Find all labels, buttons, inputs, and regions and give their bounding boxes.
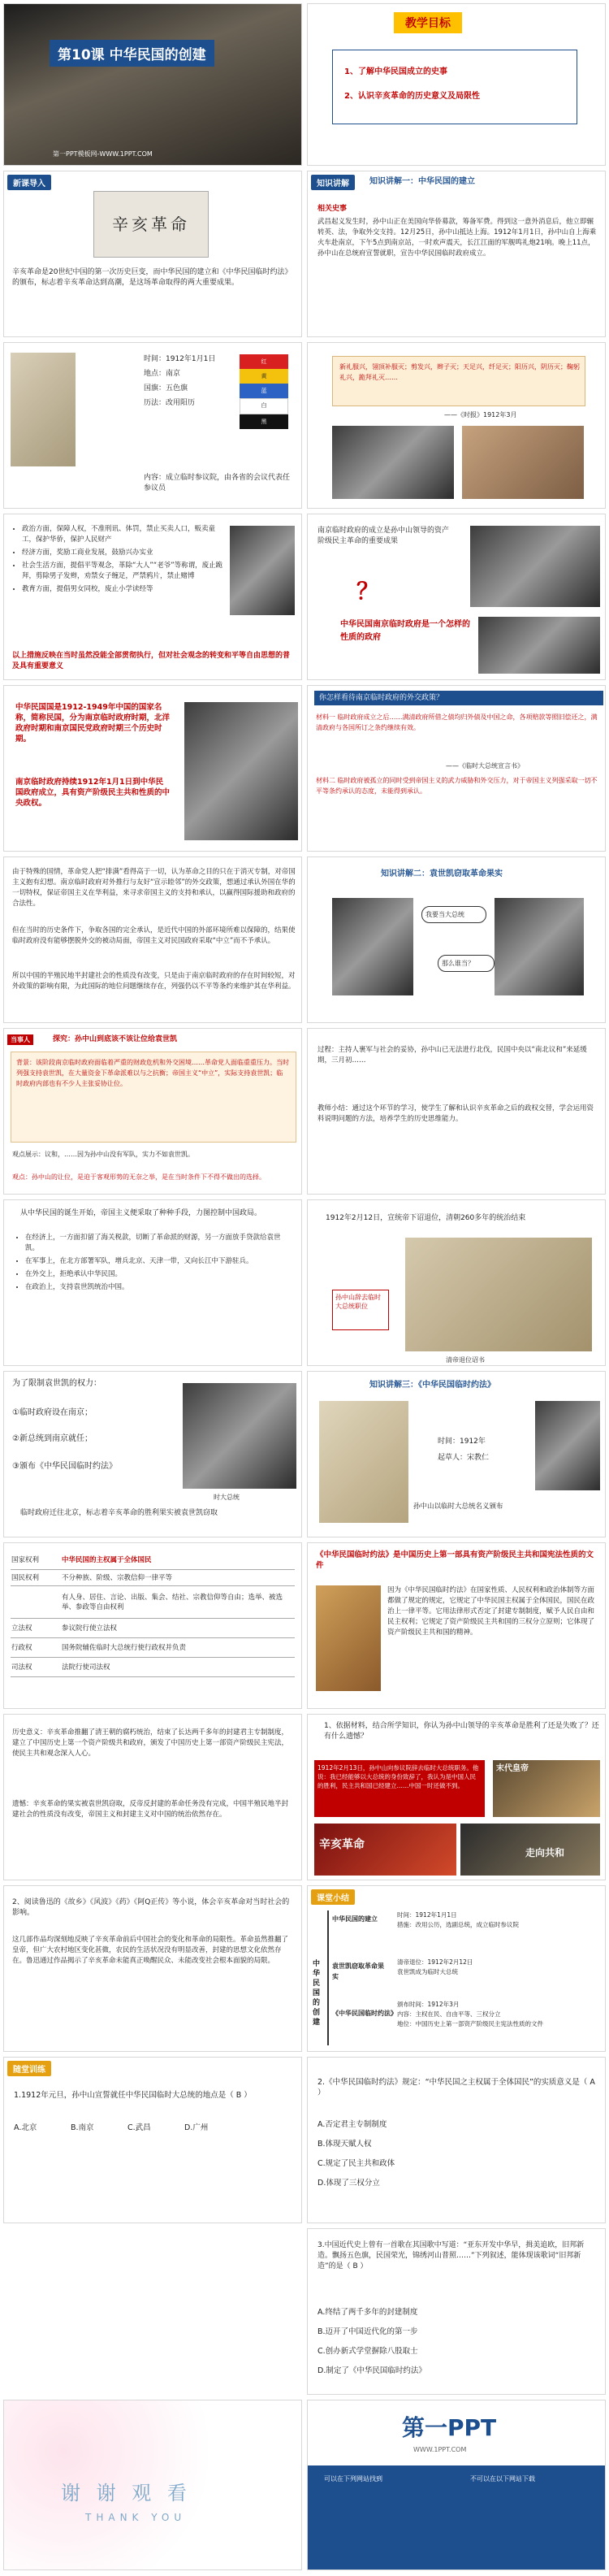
constitution-nature-slide — [307, 1542, 606, 1709]
material-source: ——《临时大总统宣言书》 — [446, 762, 524, 770]
table-key: 国民权利 — [11, 1569, 61, 1585]
table-key: 国家权利 — [11, 1550, 61, 1569]
quiz-slide-1 — [3, 2057, 302, 2223]
knowledge-slide-1 — [307, 171, 606, 337]
president-photo — [183, 1383, 296, 1489]
poster-title-1: 辛亥革命 — [319, 1838, 365, 1851]
historic-photo — [184, 702, 298, 840]
flag-stripe-black: 黑 — [240, 414, 288, 429]
table-row — [11, 1618, 295, 1637]
abdication-text: 1912年2月12日，宣统帝下诏退位，清朝260多年的统治结束 — [326, 1214, 526, 1222]
branch-2: 袁世凯窃取革命果实 — [332, 1962, 384, 1980]
measure-economy: • 经济方面，奖励工商业发展，鼓励兴办实业 — [22, 548, 223, 558]
diplomacy-slide — [307, 685, 606, 852]
quiz-option-c[interactable]: C.规定了民主共和政体 — [317, 2159, 395, 2168]
brand-right-label: 不可以在以下网站下载 — [470, 2475, 535, 2483]
inquiry-text: 背景：该阶段南京临时政府面临着严重的财政危机和外交困境……革命党人面临重重压力。当时列强支持袁世凯，在大量资金下革命派难以与之抗衡；帝国主义“中立”，实际支持袁世凯；临时政府内部也有不少人主张妥协让位。 — [16, 1059, 289, 1087]
knowledge-heading-2: 知识讲解二：袁世凯窃取革命果实 — [381, 870, 503, 878]
reflection-slide — [307, 1714, 606, 1880]
process-text: 过程：主持人裹军与社会的妥协，孙中山已无法进行北伐，民国中央以“南北议和”来延缓期，三月初…… — [317, 1046, 587, 1065]
edict-caption: 清帝退位诏书 — [446, 1356, 485, 1364]
intro-slide — [3, 171, 302, 337]
knowledge-heading-3: 知识讲解三：《中华民国临时约法》 — [369, 1381, 495, 1390]
table-row — [11, 1585, 295, 1618]
branch-1-detail-1: 时间：1912年1月1日 — [397, 1911, 457, 1919]
measures-list — [12, 524, 223, 597]
limit-footer: 临时政府迁往北京，标志着辛亥革命的胜利果实被袁世凯窃取 — [20, 1509, 218, 1517]
speech-bubble-2: 那么谁当？ — [438, 955, 495, 972]
thanks-slide — [3, 2400, 302, 2570]
knowledge-slide-3 — [307, 1371, 606, 1537]
limit-item-1: ①临时政府设在南京； — [12, 1408, 93, 1417]
branch-1-detail-2: 措施：改用公历，选副总统，成立临时参议院 — [397, 1921, 519, 1928]
table-row — [11, 1657, 295, 1676]
lu-xun-slide — [3, 1885, 302, 2052]
president-caption: 时大总统 — [214, 1494, 240, 1501]
calendar-change: 历法：改用阳历 — [144, 399, 196, 407]
summary-tag: 课堂小结 — [311, 1889, 355, 1905]
social-change-slide — [307, 342, 606, 509]
sun-yatsen-portrait — [495, 898, 584, 995]
question-mark: ？ — [356, 578, 380, 605]
tree-trunk — [327, 1910, 329, 2045]
calligraphy-image: 辛亥革命 — [93, 191, 209, 258]
quiz-option-c[interactable]: C.武昌 — [127, 2123, 151, 2132]
nature-question: 中华民国南京临时政府是一个怎样的性质的政府 — [340, 620, 470, 642]
building-photo — [470, 526, 600, 607]
imperialism-economic: • 在经济上，一方面扣留了海关税款，切断了革命派的财源，另一方面放手贷款给袁世凯。 — [25, 1233, 292, 1254]
goal-2: 2、认识辛亥革命的历史意义及局限性 — [344, 92, 480, 101]
brand-header — [308, 2400, 606, 2465]
flag-stripe-red: 红 — [240, 354, 288, 369]
movie-poster-republic — [460, 1824, 600, 1876]
inquiry-background — [11, 1052, 296, 1143]
imperialism-diplomatic: • 在外交上，拒绝承认中华民国。 — [25, 1269, 292, 1280]
sub-heading: 相关史事 — [317, 205, 348, 213]
nature-text: 南京临时政府的成立是孙中山领导的资产阶级民主革命的重要成果 — [317, 527, 450, 545]
material-1: 材料一 临时政府成立之后……满清政府所借之债均归外债及中国之命，各项赔款等照旧偿还之，满清政府与各国所订之条约继续有效。 — [316, 713, 598, 731]
limit-power-slide — [3, 1371, 302, 1537]
reflection-question: 1、依据材料，结合所学知识，你认为孙中山领导的辛亥革命是胜利了还是失败了？还有什么遗憾？ — [324, 1722, 599, 1741]
imperialism-list — [15, 1233, 292, 1295]
diplomacy-analysis-slide — [3, 856, 302, 1023]
table-value: 国务院辅佐临时大总统行使行政权并负责 — [61, 1637, 295, 1657]
quiz-question-2: 2.《中华民国临时约法》规定：“中华民国之主权属于全体国民”的实质意义是（ A ） — [317, 2078, 595, 2097]
inquiry-conclusion: 观点：孙中山的让位，是迫于客观形势的无奈之举，是在当时条件下不得不做出的选择。 — [12, 1173, 266, 1181]
quiz-option-d[interactable]: D.制定了《中华民国临时约法》 — [317, 2366, 426, 2375]
analysis-text-2: 但在当时的历史条件下，争取各国的完全承认，是近代中国的外部环境所难以保障的，结果使临时政府没有能够摆脱外交的被动局面，帝国主义对民国政府采取“中立”而不予承认。 — [12, 926, 296, 945]
inquiry-header — [4, 1032, 302, 1048]
flag-stripe-yellow: 黄 — [240, 369, 288, 384]
measure-politics: • 政治方面，保障人权，不准刑讯、体罚，禁止买卖人口，贩卖童工，保护华侨，保护人民财产 — [22, 524, 223, 545]
table-row — [11, 1569, 295, 1585]
branch-3: 《中华民国临时约法》 — [332, 2010, 397, 2017]
constitution-document — [319, 1401, 408, 1523]
lu-xun-question: 2、阅读鲁迅的《故乡》《风波》《药》《阿Q正传》等小说，体会辛亥革命对当时社会的影响。 — [12, 1898, 290, 1917]
national-flag: 国旗：五色旗 — [144, 384, 188, 392]
lesson-number: 第10课 — [58, 47, 105, 63]
quiz-slide-2 — [307, 2057, 606, 2223]
summary-slide — [307, 1885, 606, 2052]
constitution-table — [11, 1550, 295, 1677]
poster-title-3: 走向共和 — [525, 1847, 565, 1858]
limit-item-3: ③颁布《中华民国临时约法》 — [12, 1462, 117, 1471]
table-row — [11, 1637, 295, 1657]
movie-poster-1911 — [314, 1824, 456, 1876]
brand-left-label: 可以在下列网站找到 — [324, 2475, 382, 2483]
goals-slide — [307, 3, 606, 166]
nature-slide — [307, 514, 606, 680]
brand-logo: 第一PPT — [402, 2414, 497, 2441]
branch-1: 中华民国的建立 — [332, 1915, 378, 1923]
branch-2-detail-1: 清帝退位：1912年2月12日 — [397, 1958, 473, 1966]
movie-poster-last-emperor — [493, 1760, 600, 1817]
cover-brand: 第一PPT模板网-WWW.1PPT.COM — [53, 150, 153, 158]
constitution-table-slide — [3, 1542, 302, 1709]
table-key: 立法权 — [11, 1618, 61, 1637]
measures-summary: 以上措施反映在当时虽然没能全部贯彻执行，但对社会观念的转变和平等自由思想的普及具有重要意义 — [12, 652, 291, 670]
brand-footer — [308, 2465, 606, 2570]
table-value: 有人身、居住、言论、出版、集会、结社、宗教信仰等自由；选举、被选举、参政等自由权利 — [61, 1585, 295, 1618]
imperialism-political: • 在政治上，支持袁世凯统治中国。 — [25, 1282, 292, 1293]
republic-period-slide — [3, 685, 302, 852]
summary-root: 中华民国的创建 — [313, 1960, 321, 2027]
significance-slide — [3, 1714, 302, 1880]
inquiry-slide — [3, 1028, 302, 1195]
quiz-option-a[interactable]: A.北京 — [14, 2123, 37, 2132]
goals-heading: 教学目标 — [394, 12, 462, 33]
measure-society: • 社会生活方面，提倡平等观念，革除“大人”“老爷”等称谓，废止跪拜，剪除男子发辫，劝禁女子缠足，严禁鸦片，禁止赌博 — [22, 561, 223, 582]
table-row — [11, 1550, 295, 1569]
brand-url[interactable]: WWW.1PPT.COM — [413, 2446, 467, 2453]
constitution-caption: 孙中山以临时大总统名义颁布 — [413, 1503, 503, 1511]
material-2: 材料二 临时政府被孤立的同时受到帝国主义的武力威胁和外交压力，对于帝国主义列强采取一切不平等条约承认的态度，未能得到承认。 — [316, 777, 598, 795]
old-photo-left — [332, 426, 454, 499]
constitution-explanation: 因为《中华民国临时约法》在国家性质、人民权利和政治体制等方面都做了规定的规定，它规定了中华民国主权属于全体国民，国民在政治上一律平等。它用法律形式否定了封建专制制度，赋予人民自由和民主权利；它规定了资产阶级民主共和国的三权分立原则；它体现了资产阶级民主共和国的精神。 — [387, 1586, 595, 1637]
quote-banner — [332, 356, 585, 406]
imperialism-intro: 从中华民国的诞生开始，帝国主义便采取了种种手段，力图控制中国政局。 — [20, 1209, 262, 1217]
founding-content: 内容：成立临时参议院，由各省的会议代表任参议员 — [144, 474, 291, 492]
speech-bubble-1: 我要当大总统 — [421, 906, 486, 923]
lu-xun-answer: 这几部作品均深刻地反映了辛亥革命前后中国社会的变化和革命的局限性。革命虽然推翻了皇帝，但广大农村地区变化甚微，农民的生活状况没有明显改善，封建的思想文化依然存在。鲁迅通过作品揭示了辛亥革命未能真正唤醒民众、未能改变社会根本面貌的局限。 — [12, 1936, 289, 1965]
cover-photo — [4, 4, 302, 166]
branch-3-detail-2: 内容：主权在民、自由平等、三权分立 — [397, 2010, 501, 2018]
quiz-option-b[interactable]: B.体现天赋人权 — [317, 2140, 372, 2149]
poster-title-2: 末代皇帝 — [496, 1764, 529, 1773]
process-slide — [307, 1028, 606, 1195]
portrait-photo — [230, 526, 295, 615]
quiz-option-a[interactable]: A.终结了两千多年的封建制度 — [317, 2308, 418, 2317]
knowledge-text: 武昌起义发生时，孙中山正在美国向华侨募款，筹备军费。得到这一意外消息后，他立即辗转英、法，争取外交支持。12月25日，孙中山抵达上海。1912年1月1日，孙中山自上海乘火车赴南京，下午5点到南京站，一时欢声震天，长江江面的军舰鸣礼炮21响。晚上11点，孙中山在总统府宣誓就职，宣告中华民国临时政府成立。 — [317, 218, 597, 258]
knowledge-slide-2 — [307, 856, 606, 1023]
significance-text: 历史意义：辛亥革命推翻了清王朝的腐朽统治，结束了长达两千多年的封建君主专制制度，建立了中国历史上第一个资产阶级共和政府，颁发了中国历史上第一部资产阶级民主宪法，使民主共和观念深入人心。 — [12, 1728, 289, 1758]
founding-facts-slide — [3, 342, 302, 509]
thanks-sub: THANK YOU — [85, 2512, 187, 2523]
inquiry-opinion: 观点展示：议和，……因为孙中山没有军队，实力不如袁世凯。 — [12, 1151, 194, 1158]
limit-heading: 为了限制袁世凯的权力： — [12, 1379, 102, 1388]
material-text: 1912年2月13日，孙中山向参议院辞去临时大总统职务。他说：我已经能够以大总统的身份致辞了，我认为是中国人民的胜利，民主共和国已经建立……中国一时还做不到。 — [317, 1764, 479, 1789]
quiz-option-c[interactable]: C.创办新式学堂摒除八股取士 — [317, 2347, 418, 2356]
analysis-text-3: 所以中国的半殖民地半封建社会的性质没有改变，只是由于南京临时政府的存在时间较短，对外政策的影响有限，为此国际的地位问题继续存在，列强仍以不平等条约来维护其在华利益。 — [12, 972, 296, 991]
quiz-option-b[interactable]: B.迈开了中国近代化的第一步 — [317, 2327, 418, 2336]
quiz-option-d[interactable]: D.体现了三权分立 — [317, 2179, 380, 2188]
branch-3-detail-3: 地位：中国历史上第一部资产阶级民主宪法性质的文件 — [397, 2020, 543, 2027]
cover-slide — [3, 3, 302, 166]
quiz-slide-3 — [307, 2228, 606, 2395]
flag-stripe-white: 白 — [240, 398, 288, 414]
constitution-time: 时间：1912年 — [438, 1438, 486, 1446]
table-value: 不分种族、阶级、宗教信仰一律平等 — [61, 1569, 295, 1585]
teacher-summary: 教师小结：通过这个环节的学习，使学生了解和认识辛亥革命之后的政权交替，学会运用资料说明问题的方法，培养学生的历史思维能力。 — [317, 1104, 594, 1123]
imperialism-slide — [3, 1199, 302, 1366]
cover-title-box — [50, 40, 214, 67]
analysis-text-1: 由于特殊的国情，革命党人把“排满”看得高于一切，认为革命之目的只在于消灭专制，对帝国主义抱有幻想。南京临时政府对外推行与友好“宣示睦邻”的外交政策，想通过承认外国在华的一切特权，保证帝国主义在华利益，来寻求帝国主义的支持和承认，以赢得国际援助和政府的合法性。 — [12, 868, 296, 908]
section-tag: 知识讲解 — [311, 175, 355, 190]
quiz-tag: 随堂训练 — [7, 2061, 51, 2076]
table-key: 行政权 — [11, 1637, 61, 1657]
table-value: 中华民国的主权属于全体国民 — [61, 1550, 295, 1569]
limitation-text: 遗憾：辛亥革命的果实被袁世凯窃取，反帝反封建的革命任务没有完成，中国半殖民地半封建社会的性质没有改变，帝国主义和封建主义对中国的统治依然存在。 — [12, 1800, 289, 1819]
bound-feet-photo — [462, 426, 584, 499]
quiz-question-3: 3.中国近代史上曾有一首歌在其国歌中写道：“亚东开发中华早，揖美追欧，旧邦新造。飘扬五色旗，民国荣光，锦绣河山普照……”下列叙述，能体现该歌词“旧邦新造”的是（ B ） — [317, 2241, 585, 2270]
crowd-photo — [478, 617, 600, 674]
branch-3-detail-1: 颁布时间：1912年3月 — [397, 2001, 460, 2008]
imperialism-military: • 在军事上，在北方部署军队，增兵北京、天津一带，又向长江中下游驻兵。 — [25, 1256, 292, 1267]
section-tag: 新课导入 — [7, 175, 51, 190]
banner-caption: ——《时报》1912年3月 — [444, 411, 517, 418]
table-value: 法院行使司法权 — [61, 1657, 295, 1676]
goal-1: 1、了解中华民国成立的史事 — [344, 67, 447, 76]
period-text-1: 中华民国国是1912-1949年中国的国家名称，简称民国，分为南京临时政府时期，北洋政府时期和南京国民党政府时期三个历史时期。 — [15, 703, 171, 744]
lesson-title: 中华民国的创建 — [109, 47, 206, 63]
material-box — [314, 1760, 485, 1817]
knowledge-heading: 知识讲解一：中华民国的建立 — [369, 177, 475, 186]
quiz-option-a[interactable]: A.否定君主专制制度 — [317, 2120, 387, 2129]
abdication-slide — [307, 1199, 606, 1366]
quiz-option-d[interactable]: D.广州 — [184, 2123, 209, 2132]
five-color-flag — [240, 354, 288, 429]
branch-2-detail-2: 袁世凯成为临时大总统 — [397, 1968, 458, 1975]
brand-slide — [307, 2400, 606, 2570]
founding-time: 时间：1912年1月1日 — [144, 355, 216, 363]
limit-item-2: ②新总统到南京就任； — [12, 1434, 93, 1443]
banner-text: 新礼服兴，翎顶补服灭；剪发兴，辫子灭；天足兴，纤足灭；阳历兴，阴历灭；鞠躬礼兴，跪拜礼灭…… — [339, 363, 580, 381]
quiz-question-1: 1.1912年元旦，孙中山宣誓就任中华民国临时大总统的地点是（ B ） — [14, 2091, 252, 2100]
quiz-option-b[interactable]: B.南京 — [71, 2123, 94, 2132]
goals-box — [332, 50, 577, 124]
constitution-question: 《中华民国临时约法》是中国历史上第一部具有资产阶级民主共和国宪法性质的文件 — [316, 1550, 594, 1570]
role-label: 当事人 — [7, 1034, 33, 1045]
founding-place: 地点：南京 — [144, 370, 181, 378]
measures-slide — [3, 514, 302, 680]
cartoon-figure — [316, 1585, 381, 1691]
table-key — [11, 1585, 61, 1618]
yuan-shikai-portrait — [332, 898, 413, 995]
inquiry-title: 探究：孙中山到底该不该让位给袁世凯 — [53, 1035, 178, 1043]
song-jiaoren-portrait — [535, 1401, 600, 1490]
resignation-note: 孙中山辞去临时大总统职位 — [332, 1290, 389, 1330]
table-value: 参议院行使立法权 — [61, 1618, 295, 1637]
intro-text: 辛亥革命是20世纪中国的第一次历史巨变，而中华民国的建立和《中华民国临时约法》的颁布，标志着辛亥革命达到高潮，是这场革命取得的两大重要成果。 — [12, 268, 292, 287]
measure-education: • 教育方面，提倡男女同校，废止小学读经等 — [22, 584, 223, 595]
flag-stripe-blue: 蓝 — [240, 384, 288, 398]
period-text-2: 南京临时政府持续1912年1月1日到中华民国政府成立，具有资产阶级民主共和性质的中央政权。 — [15, 778, 171, 808]
diplomacy-question: 你怎样看待南京临时政府的外交政策？ — [314, 691, 603, 705]
abdication-edict-image — [405, 1238, 592, 1351]
document-image — [11, 353, 76, 466]
constitution-author: 起草人：宋教仁 — [438, 1454, 490, 1462]
thanks-main: 谢 谢 观 看 — [61, 2482, 192, 2504]
table-key: 司法权 — [11, 1657, 61, 1676]
